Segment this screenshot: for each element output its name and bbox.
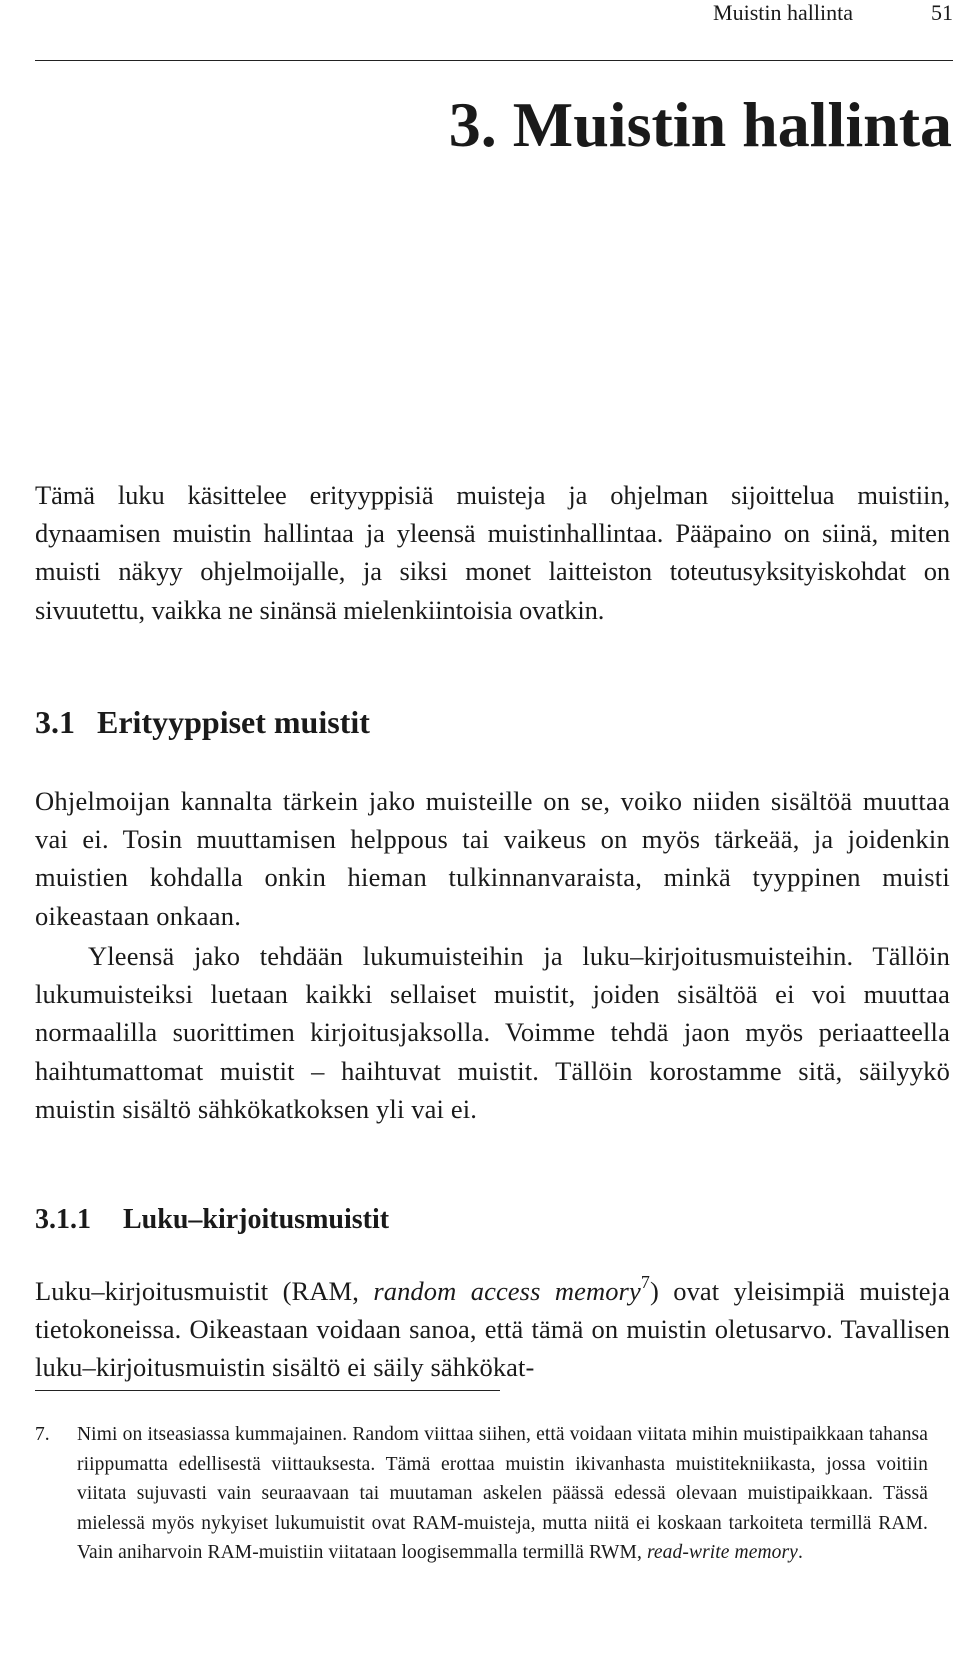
running-header [35,0,953,28]
footnote-reference[interactable]: 7 [640,1272,650,1292]
footnote [35,1420,928,1568]
footnote-text [77,1420,928,1568]
footnote-number: 7. [35,1424,50,1445]
ram-term: random access memory [373,1276,641,1306]
section-3-1-1-paragraph [35,1272,950,1387]
footnote-term: read-write memory [646,1542,798,1564]
header-rule [35,60,953,61]
running-header-title: Muistin hallinta [713,0,853,25]
footnote-body: Nimi on itseasiassa kummajainen. Random viittaa siihen, että voidaan viitata mihin muistipaikkaan tahansa riippumatta edellisestä viittauksesta. Tämä erottaa muistin ikivanhasta muistitekniikasta, jossa voitiin viitata sujuvasti vain seuraavaan tai muutaman askelen päässä edessä olevaan muistipaikkaan. Tässä mielessä myös nykyiset lukumuistit ovat RAM-muisteja, mutta niitä ei koskaan tarkoiteta termillä RAM. Vain aniharvoin RAM-muistiin viitataan loogisemmalla termillä RWM, [77,1424,928,1564]
section-3-1-paragraph-1: Ohjelmoijan kannalta tärkein jako muisteille on se, voiko niiden sisältöä muuttaa vai ei. Tosin muuttamisen helppous tai vaikeus on myös tärkeää, ja joidenkin muistien kohdalla onkin hieman tulkinnanvaraista, minkä tyyppinen muisti oikeastaan onkaan. [35,786,950,931]
footnote-rule [35,1390,500,1391]
subsection-number: 3.1.1 [35,1204,91,1235]
ram-text-before: Luku–kirjoitusmuistit (RAM, [35,1276,374,1306]
page-number: 51 [931,0,953,25]
subsection-title: Luku–kirjoitusmuistit [123,1204,390,1235]
section-title: Erityyppiset muistit [97,704,370,740]
chapter-title: 3. Muistin hallinta [448,89,952,160]
ram-text-after: ) ovat yleisimpiä muisteja tietokoneissa. Oikeastaan voidaan sanoa, että tämä on muistin oletusarvo. Tavallisen luku–kirjoitusmuistin sisältö ei säily sähkökat- [35,1276,950,1383]
section-3-1-paragraph-2: Yleensä jako tehdään lukumuisteihin ja luku–kirjoitusmuisteihin. Tällöin lukumuisteiksi luetaan kaikki sellaiset muistit, joiden sisältöä ei voi muuttaa normaalilla suorittimen kirjoitusjaksolla. Voimme tehdä jaon myös periaatteella haihtumattomat muistit – haihtuvat muistit. Tällöin korostamme sitä, säilyykö muistin sisältö sähkökatkoksen yli vai ei. [35,941,950,1124]
footnote-end: . [797,1542,803,1564]
intro-paragraph: Tämä luku käsittelee erityyppisiä muisteja ja ohjelman sijoittelua muistiin, dynaamisen muistin hallintaa ja yleensä muistinhallintaa. Pääpaino on siinä, miten muisti näkyy ohjelmoijalle, ja siksi monet laitteiston toteutusyksityiskohdat on sivuutettu, vaikka ne sinänsä mielenkiintoisia ovatkin. [35,480,950,625]
section-heading-3-1 [35,702,370,742]
section-number: 3.1 [35,704,75,740]
section-heading-3-1-1 [35,1200,389,1240]
